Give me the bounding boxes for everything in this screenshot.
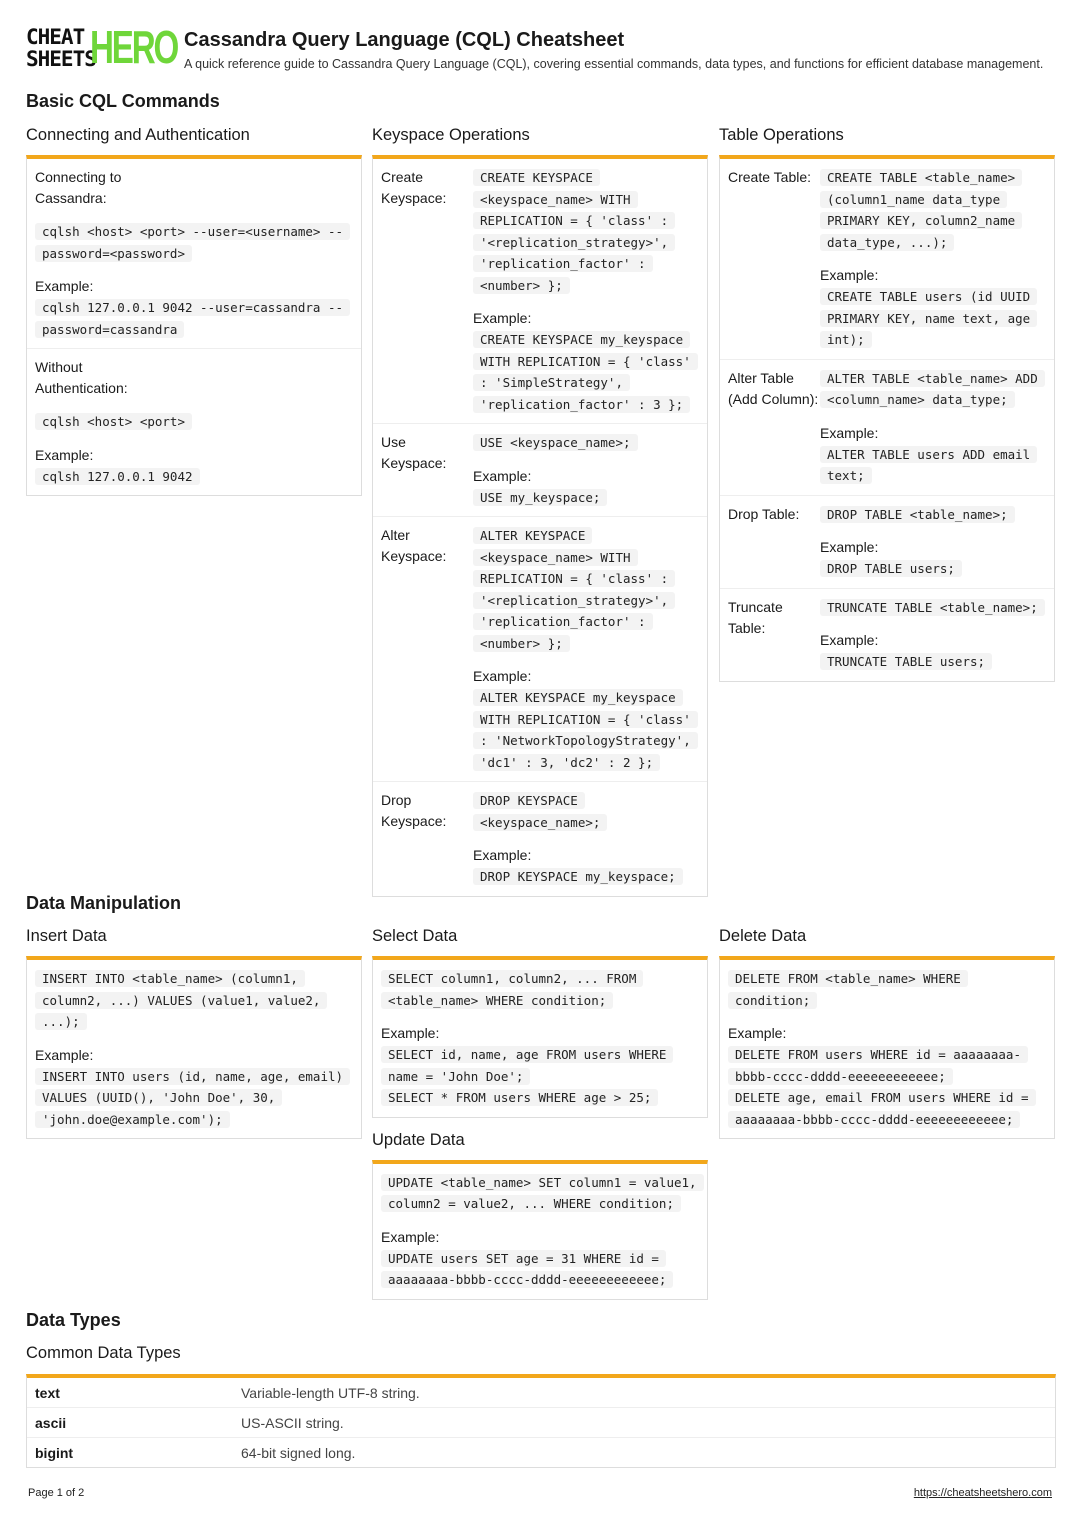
table-row bbox=[27, 1437, 1055, 1467]
code-snippet: ALTER KEYSPACE <keyspace_name> WITH REPLICATION = { 'class' : '<replication_strategy>', 'replication_factor' : <number> }; bbox=[473, 525, 699, 654]
row-label: Drop Table: bbox=[728, 505, 800, 522]
cheatsheetshero-logo[interactable] bbox=[26, 21, 178, 73]
example-label: Example: bbox=[473, 310, 532, 326]
example-snippet: DELETE age, email FROM users WHERE id = aaaaaaaa-bbbb-cccc-dddd-eeeeeeeeeeee; bbox=[728, 1087, 1046, 1130]
type-name: text bbox=[35, 1384, 60, 1401]
section-data-types: Data Types bbox=[26, 1310, 121, 1330]
connecting-card bbox=[26, 155, 362, 496]
section-data-manipulation: Data Manipulation bbox=[26, 893, 182, 913]
row-label: Alter Table (Add Column): bbox=[728, 369, 819, 407]
example-snippet: TRUNCATE TABLE users; bbox=[820, 651, 1046, 673]
connecting-title: Connecting and Authentication bbox=[26, 126, 250, 144]
select-row bbox=[373, 960, 707, 1117]
example-label: Example: bbox=[728, 1025, 787, 1041]
row-label: Without Authentication: bbox=[35, 359, 128, 396]
example-label: Example: bbox=[35, 446, 94, 463]
page-header bbox=[26, 21, 1054, 76]
table-ops-card bbox=[719, 155, 1055, 682]
example-label: Example: bbox=[820, 267, 879, 283]
table-ops-row bbox=[720, 588, 1054, 681]
data-types-table bbox=[26, 1374, 1056, 1468]
insert-row bbox=[27, 960, 361, 1138]
code-snippet: UPDATE <table_name> SET column1 = value1, column2 = value2, ... WHERE condition; bbox=[381, 1172, 699, 1215]
example-snippet: CREATE KEYSPACE my_keyspace WITH REPLICATION = { 'class' : 'SimpleStrategy', 'replication_factor' : 3 }; bbox=[473, 329, 699, 415]
row-label: Drop Keyspace: bbox=[381, 792, 447, 829]
code-snippet: USE <keyspace_name>; bbox=[473, 432, 699, 454]
keyspace-column bbox=[372, 125, 708, 897]
example-label: Example: bbox=[473, 847, 532, 863]
example-snippet: CREATE TABLE users (id UUID PRIMARY KEY, name text, age int); bbox=[820, 286, 1046, 351]
table-ops-row bbox=[720, 159, 1054, 359]
update-title: Update Data bbox=[372, 1130, 465, 1149]
table-row bbox=[27, 1407, 1055, 1437]
row-label: Create Table: bbox=[728, 169, 812, 185]
example-snippet: ALTER TABLE users ADD email text; bbox=[820, 444, 1046, 487]
page-title: Cassandra Query Language (CQL) Cheatsheet bbox=[184, 29, 625, 51]
update-row bbox=[373, 1164, 707, 1299]
keyspace-row bbox=[373, 516, 707, 781]
example-label: Example: bbox=[35, 1046, 94, 1063]
section-basic-cql-commands: Basic CQL Commands bbox=[26, 91, 220, 111]
example-snippet: SELECT id, name, age FROM users WHERE name = 'John Doe'; bbox=[381, 1044, 699, 1087]
type-name: bigint bbox=[35, 1444, 74, 1461]
code-snippet: SELECT column1, column2, ... FROM <table_name> WHERE condition; bbox=[381, 968, 699, 1011]
example-snippet: USE my_keyspace; bbox=[473, 487, 699, 509]
code-snippet: DROP KEYSPACE <keyspace_name>; bbox=[473, 790, 699, 833]
page-number: Page 1 of 2 bbox=[28, 1487, 85, 1499]
code-snippet: TRUNCATE TABLE <table_name>; bbox=[820, 597, 1046, 619]
code-snippet: DROP TABLE <table_name>; bbox=[820, 504, 1046, 526]
keyspace-row bbox=[373, 159, 707, 423]
delete-title: Delete Data bbox=[719, 927, 807, 945]
example-snippet: ALTER KEYSPACE my_keyspace WITH REPLICATION = { 'class' : 'NetworkTopologyStrategy', 'dc1' : 3, 'dc2' : 2 }; bbox=[473, 687, 699, 773]
table-ops-row bbox=[720, 359, 1054, 495]
logo-cheat-text: CHEAT bbox=[26, 25, 85, 49]
update-card bbox=[372, 1160, 708, 1300]
page-subtitle: A quick reference guide to Cassandra Query Language (CQL), covering essential commands, data types, and functions for efficient database management. bbox=[184, 57, 1044, 71]
logo-sheets-text: SHEETS bbox=[26, 47, 96, 71]
insert-title: Insert Data bbox=[26, 927, 107, 945]
table-row bbox=[27, 1378, 1055, 1407]
row-label: Create Keyspace: bbox=[381, 169, 447, 206]
delete-column bbox=[719, 926, 1055, 1139]
example-snippet: SELECT * FROM users WHERE age > 25; bbox=[381, 1087, 699, 1109]
connecting-row bbox=[27, 348, 361, 495]
table-ops-column bbox=[719, 125, 1055, 682]
example-label: Example: bbox=[820, 539, 879, 555]
type-name: ascii bbox=[35, 1414, 67, 1431]
type-description: 64-bit signed long. bbox=[241, 1444, 356, 1461]
keyspace-row bbox=[373, 781, 707, 896]
select-column bbox=[372, 926, 708, 1300]
keyspace-card bbox=[372, 155, 708, 897]
delete-card bbox=[719, 956, 1055, 1139]
type-description: US-ASCII string. bbox=[241, 1414, 344, 1431]
keyspace-row bbox=[373, 423, 707, 516]
example-snippet: DROP KEYSPACE my_keyspace; bbox=[473, 866, 699, 888]
site-link[interactable]: https://cheatsheetshero.com bbox=[913, 1487, 1052, 1499]
data-types-title: Common Data Types bbox=[26, 1344, 181, 1362]
example-snippet: DELETE FROM users WHERE id = aaaaaaaa-bbbb-cccc-dddd-eeeeeeeeeeee; bbox=[728, 1044, 1046, 1087]
select-card bbox=[372, 956, 708, 1118]
row-label: Truncate Table: bbox=[728, 598, 783, 636]
keyspace-title: Keyspace Operations bbox=[372, 126, 530, 144]
example-label: Example: bbox=[473, 668, 532, 684]
example-label: Example: bbox=[381, 1025, 440, 1041]
example-label: Example: bbox=[820, 632, 879, 648]
example-label: Example: bbox=[473, 467, 532, 484]
row-label: Connecting to Cassandra: bbox=[35, 169, 122, 206]
code-snippet: cqlsh <host> <port> --user=<username> --password=<password> bbox=[35, 221, 353, 264]
row-label: Alter Keyspace: bbox=[381, 527, 447, 564]
row-label: Use Keyspace: bbox=[381, 434, 447, 471]
example-snippet: INSERT INTO users (id, name, age, email) VALUES (UUID(), 'John Doe', 30, 'john.doe@example.com'); bbox=[35, 1066, 353, 1131]
table-ops-title: Table Operations bbox=[719, 126, 844, 144]
example-snippet: cqlsh 127.0.0.1 9042 bbox=[35, 466, 353, 488]
code-snippet: CREATE KEYSPACE <keyspace_name> WITH REPLICATION = { 'class' : '<replication_strategy>', 'replication_factor' : <number> }; bbox=[473, 167, 699, 296]
code-snippet: ALTER TABLE <table_name> ADD <column_name> data_type; bbox=[820, 368, 1046, 411]
example-snippet: DROP TABLE users; bbox=[820, 558, 1046, 580]
example-label: Example: bbox=[35, 278, 94, 294]
type-description: Variable-length UTF-8 string. bbox=[241, 1384, 420, 1401]
insert-column bbox=[26, 926, 362, 1139]
select-title: Select Data bbox=[372, 927, 458, 945]
insert-card bbox=[26, 956, 362, 1139]
table-ops-row bbox=[720, 495, 1054, 588]
connecting-column bbox=[26, 125, 362, 496]
example-label: Example: bbox=[820, 424, 879, 441]
example-snippet: UPDATE users SET age = 31 WHERE id = aaaaaaaa-bbbb-cccc-dddd-eeeeeeeeeeee; bbox=[381, 1248, 699, 1291]
example-label: Example: bbox=[381, 1228, 440, 1245]
connecting-row bbox=[27, 159, 361, 348]
code-snippet: CREATE TABLE <table_name> (column1_name data_type PRIMARY KEY, column2_name data_type, ...); bbox=[820, 167, 1046, 253]
logo-hero-text: HERO bbox=[90, 21, 178, 73]
code-snippet: INSERT INTO <table_name> (column1, column2, ...) VALUES (value1, value2, ...); bbox=[35, 968, 353, 1033]
example-snippet: cqlsh 127.0.0.1 9042 --user=cassandra --password=cassandra bbox=[35, 297, 353, 340]
code-snippet: DELETE FROM <table_name> WHERE condition; bbox=[728, 968, 1046, 1011]
code-snippet: cqlsh <host> <port> bbox=[35, 411, 353, 433]
delete-row bbox=[720, 960, 1054, 1138]
